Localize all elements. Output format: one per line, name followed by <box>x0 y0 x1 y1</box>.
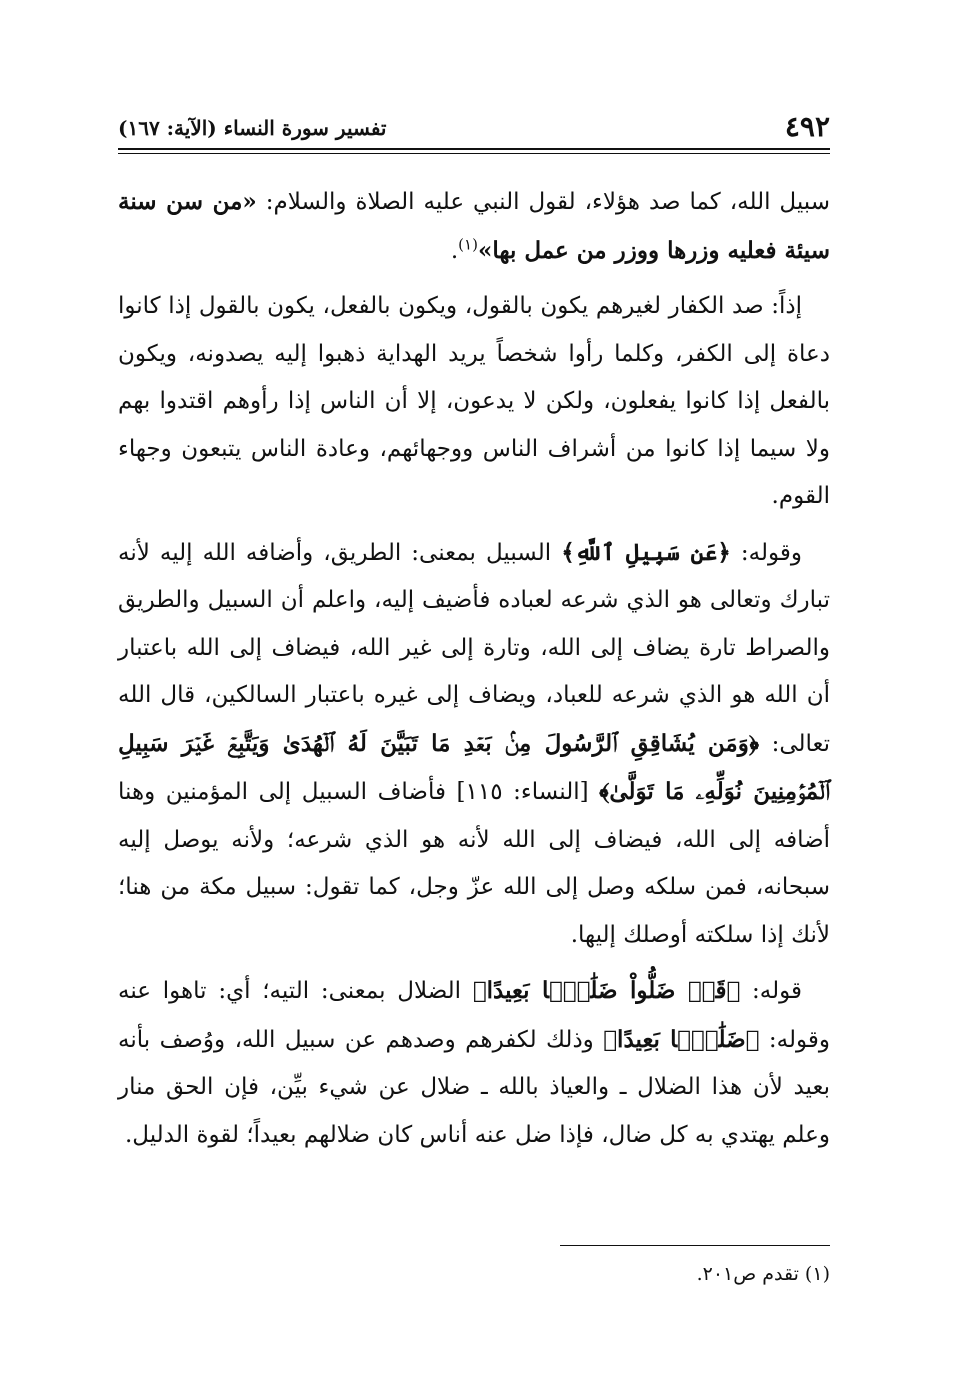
paragraph-3-segment: [النساء: ١١٥] فأضاف السبيل إلى المؤمنين وهنا أضافه إلى الله، فيضاف إلى الله لأنه هو الذي شرعه؛ ولأنه يوصل إليه سبحانه، فمن سلكه وصل إلى الله عزّ وجل، كما تقول: سبيل مكة من هنا؛ لأنك إذا سلكته أوصلك إليها. <box>118 779 830 948</box>
header-rule <box>118 148 830 154</box>
paragraph-4-segment: وذلك لكفرهم وصدهم عن سبيل الله، ووُصف بأنه بعيد لأن هذا الضلال ـ والعياذ بالله ـ ضلال عن شيء بيِّن، فإن الحق منار وعلم يهتدي به كل ضال، فإذا ضل عنه أناس كان ضلالهم بعيداً؛ لقوة الدليل. <box>118 1026 830 1148</box>
paragraph-1-end: . <box>450 237 459 264</box>
page-header <box>118 108 830 148</box>
footnote-ref: (١) <box>458 234 478 253</box>
quran-quote: ﴿وَمَن يُشَاقِقِ ٱلرَّسُولَ مِنۢ بَعۡدِ مَا تَبَيَّنَ لَهُ ٱلۡهُدَىٰ وَيَتَّبِعۡ غَيۡرَ سَبِيلِ ٱلۡمُؤۡمِنِينَ نُوَلِّهِۦ مَا تَوَلَّىٰ﴾ <box>118 729 830 805</box>
quran-quote: ﴿قَدۡ ضَلُّواْ ضَلَٰلَۢا بَعِيدًا﴾ <box>472 977 741 1004</box>
footnote-rule <box>560 1245 830 1246</box>
running-title: تفسير سورة النساء (الآية: ١٦٧) <box>118 116 387 140</box>
paragraph-1 <box>118 178 830 275</box>
paragraph-4-segment: الضلال بمعنى: التيه؛ أي: تاهوا عنه وقوله: <box>118 978 830 1053</box>
paragraph-4 <box>118 967 830 1159</box>
footnote: (١) تقدم ص٢٠١. <box>696 1263 830 1285</box>
page-number: ٤٩٢ <box>784 110 830 143</box>
quran-quote: ﴿ضَلَٰلَۢا بَعِيدًا﴾ <box>603 1025 760 1053</box>
paragraph-1-text: سبيل الله، كما صد هؤلاء، لقول النبي عليه الصلاة والسلام: <box>256 189 830 215</box>
paragraph-3-segment: السبيل بمعنى: الطريق، وأضافه الله إليه لأنه تبارك وتعالى هو الذي شرعه لعباده فأضيف إليه، واعلم أن السبيل والطريق والصراط تارة يضاف إلى الله، وتارة إلى غير الله، فيضاف إلى الله باعتبار أن الله هو الذي شرعه للعباد، ويضاف إلى غيره باعتبار السالكين، قال الله تعالى: <box>118 539 831 757</box>
quran-quote: ﴿عَن سَبِيلِ ٱللَّهِ﴾ <box>561 538 731 566</box>
paragraph-2: إذاً: صد الكفار لغيرهم يكون بالقول، ويكون بالفعل، يكون بالقول إذا كانوا دعاة إلى الكفر، وكلما رأوا شخصاً يريد الهداية ذهبوا إليه يصدونه، ويكون بالفعل إذا كانوا يفعلون، ولكن لا يدعون، إلا أن الناس إذا رأوهم اقتدوا بهم ولا سيما إذا كانوا من أشراف الناس ووجهائهم، وعادة الناس يتبعون وجهاء القوم. <box>118 293 830 509</box>
paragraph-3 <box>118 529 830 960</box>
paragraph-4-segment: قوله: <box>740 978 802 1004</box>
hadith-quote: «من سن سنة سيئة فعليه وزرها ووزر من عمل بها» <box>118 188 830 264</box>
paragraph-3-segment: وقوله: <box>730 539 802 566</box>
body-text <box>118 178 830 1167</box>
